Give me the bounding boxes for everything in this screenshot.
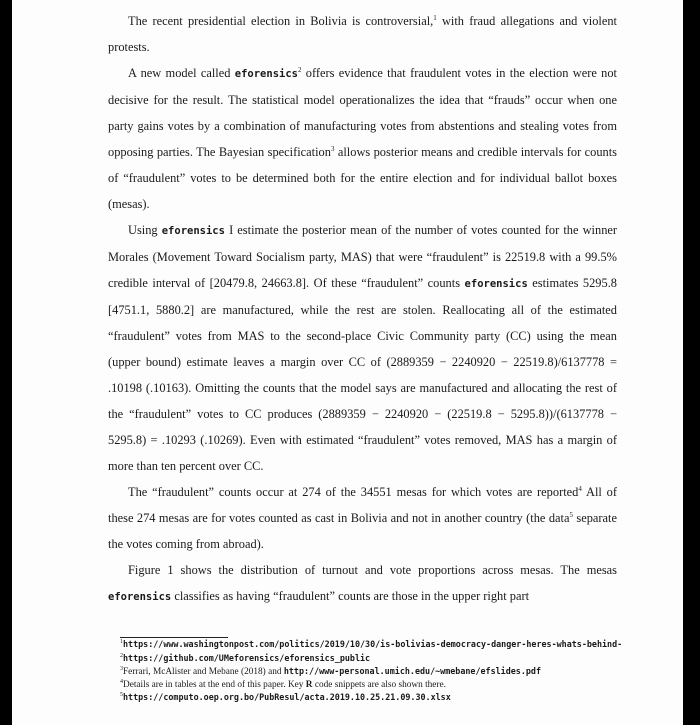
footnote-number: 2 bbox=[120, 652, 123, 659]
footnote-marker: 4 bbox=[578, 484, 582, 493]
text-run: allows posterior means and credible intervals for counts of “fraudulent” votes to be determined both for the entire election and for individual ballot boxes (mesas). bbox=[108, 145, 617, 211]
footnote bbox=[120, 691, 695, 705]
code-run: http://www-personal.umich.edu/~wmebane/efslides.pdf bbox=[283, 666, 541, 676]
footnote-number: 3 bbox=[120, 665, 123, 672]
code-run: eforensics bbox=[464, 278, 528, 290]
text-run: Ferrari, McAlister and Mebane (2018) and bbox=[123, 667, 284, 677]
text-run: offers evidence that fraudulent votes in the election were not decisive for the result. The statistical model operationalizes the idea that “frauds” occur when one party gains votes by a combination of manufacturing votes from abstentions and stealing votes from opposing parties. The Bayesian specification bbox=[108, 66, 617, 159]
text-run: code snippets are also shown there. bbox=[312, 679, 446, 690]
text-run: The “fraudulent” counts occur at 274 of the 34551 mesas for which votes are reported bbox=[128, 485, 579, 499]
footnote bbox=[120, 679, 695, 692]
text-run: Figure 1 shows the distribution of turnout and vote proportions across mesas. The mesas bbox=[128, 563, 617, 577]
body-text bbox=[108, 8, 617, 610]
paragraph bbox=[108, 8, 617, 60]
footnote-marker: 3 bbox=[330, 144, 335, 153]
code-run: https://github.com/UMeforensics/eforensics_public bbox=[123, 652, 371, 663]
paragraph bbox=[108, 479, 617, 557]
text-run: All of these 274 mesas are for votes counted as cast in Bolivia and not in another country (the data bbox=[108, 485, 617, 525]
text-run: estimates 5295.8 [4751.1, 5880.2] are manufactured, while the rest are stolen. Reallocating all of the estimated “fraudulent” votes from MAS to the second-place Civic Community party (CC) using the mean (upper bound) estimate leaves a margin over CC of (2889359 − 2240920 − 22519.8)/6137778 = .10198 (.10163). Omitting the counts that the model says are manufactured and allocating the rest of the “fraudulent” votes to CC produces (2889359 − 2240920 − (22519.8 − 5295.8))/(6137778 − 5295.8) = .10293 (.10269). Even with estimated “fraudulent” votes removed, MAS has a margin of more than ten percent over CC. bbox=[108, 276, 617, 473]
bold-run: R bbox=[305, 679, 313, 690]
footnote-marker: 1 bbox=[433, 13, 437, 22]
footnote bbox=[120, 638, 695, 652]
paragraph bbox=[108, 60, 617, 217]
text-run: separate the votes coming from abroad). bbox=[108, 511, 617, 551]
text-run: The recent presidential election in Bolivia is controversial, bbox=[128, 14, 434, 28]
footnote-number: 5 bbox=[120, 691, 123, 698]
footnote-number: 1 bbox=[120, 638, 123, 645]
text-run: classifies as having “fraudulent” counts are those in the upper right part bbox=[171, 589, 530, 603]
code-run: eforensics bbox=[108, 591, 172, 603]
text-run: I estimate the posterior mean of the number of votes counted for the winner Morales (Movement Toward Socialism party, MAS) that were “fraudulent” is 22519.8 with a 99.5% credible interval of [20479.8, 24663.8]. Of these “fraudulent” counts bbox=[108, 223, 618, 290]
paragraph bbox=[108, 557, 617, 610]
text-run: with fraud allegations and violent protests. bbox=[108, 14, 617, 54]
paper-page bbox=[12, 0, 683, 725]
code-run: https://computo.oep.org.bo/PubResul/acta.2019.10.25.21.09.30.xlsx bbox=[123, 692, 451, 702]
footnote-number: 4 bbox=[120, 678, 123, 685]
code-run: eforensics bbox=[234, 68, 298, 80]
footnote bbox=[120, 665, 695, 679]
code-run: https://www.washingtonpost.com/politics/2019/10/30/is-bolivias-democracy-danger-heres-whats-behind- bbox=[123, 639, 623, 649]
code-run: eforensics bbox=[161, 225, 225, 237]
footnote-marker: 5 bbox=[569, 510, 573, 519]
text-run: A new model called bbox=[128, 66, 235, 80]
footnote bbox=[120, 652, 695, 666]
paragraph bbox=[108, 217, 617, 479]
footnote-marker: 2 bbox=[297, 65, 302, 74]
text-run: Using bbox=[128, 223, 162, 237]
footnotes bbox=[120, 638, 695, 705]
text-run: Details are in tables at the end of this paper. Key bbox=[123, 679, 306, 690]
